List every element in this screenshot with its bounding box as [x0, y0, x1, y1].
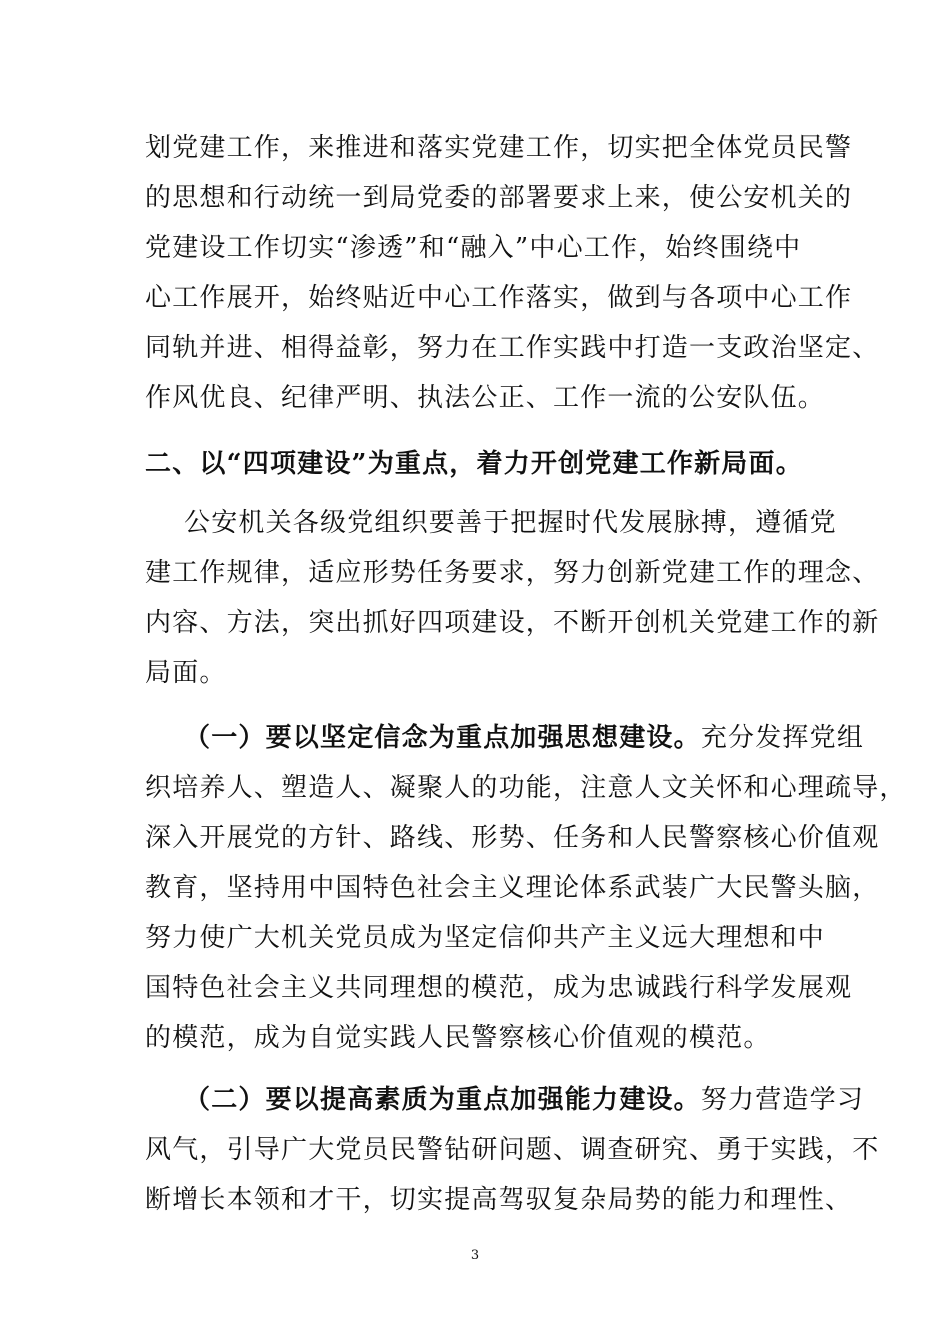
body-text-line: 深入开展党的方针、路线、形势、任务和人民警察核心价值观	[145, 823, 880, 853]
body-text-line: 努力使广大机关党员成为坚定信仰共产主义远大理想和中	[145, 923, 826, 953]
section-heading: 二、以“四项建设”为重点，着力开创党建工作新局面。	[145, 449, 803, 479]
body-text-line: 国特色社会主义共同理想的模范，成为忠诚践行科学发展观	[145, 973, 853, 1003]
body-text-line: 教育，坚持用中国特色社会主义理论体系武装广大民警头脑，	[145, 873, 880, 903]
body-text-line: 作风优良、纪律严明、执法公正、工作一流的公安队伍。	[145, 383, 826, 413]
body-text-line: 织培养人、塑造人、凝聚人的功能，注意人文关怀和心理疏导，	[145, 773, 907, 803]
body-text-line: 建工作规律，适应形势任务要求，努力创新党建工作的理念、	[145, 558, 880, 588]
paragraph-lead-heading: （一）要以坚定信念为重点加强思想建设。	[184, 723, 701, 753]
body-text-line: 心工作展开，始终贴近中心工作落实，做到与各项中心工作	[145, 283, 853, 313]
body-text-line: 的思想和行动统一到局党委的部署要求上来，使公安机关的	[145, 183, 853, 213]
body-text-line: 党建设工作切实“渗透”和“融入”中心工作，始终围绕中	[145, 233, 802, 263]
body-text-line: 风气，引导广大党员民警钻研问题、调查研究、勇于实践，不	[145, 1135, 880, 1165]
paragraph-lead-line	[184, 1083, 864, 1117]
body-text-line: 划党建工作，来推进和落实党建工作，切实把全体党员民警	[145, 133, 853, 163]
body-text-line: 内容、方法，突出抓好四项建设，不断开创机关党建工作的新	[145, 608, 880, 638]
paragraph-lead-line	[184, 721, 864, 755]
page-number: 3	[470, 1248, 480, 1263]
body-text-line: 同轨并进、相得益彰，努力在工作实践中打造一支政治坚定、	[145, 333, 880, 363]
body-text-line: 断增长本领和才干，切实提高驾驭复杂局势的能力和理性、	[145, 1185, 853, 1215]
body-text-line: 局面。	[145, 658, 227, 688]
paragraph-lead-heading: （二）要以提高素质为重点加强能力建设。	[184, 1085, 701, 1115]
body-text-line: 的模范，成为自觉实践人民警察核心价值观的模范。	[145, 1023, 771, 1053]
paragraph-lead-text: 充分发挥党组	[700, 723, 865, 753]
paragraph-lead-text: 努力营造学习	[700, 1085, 865, 1115]
body-text-line: 公安机关各级党组织要善于把握时代发展脉搏，遵循党	[184, 508, 837, 538]
